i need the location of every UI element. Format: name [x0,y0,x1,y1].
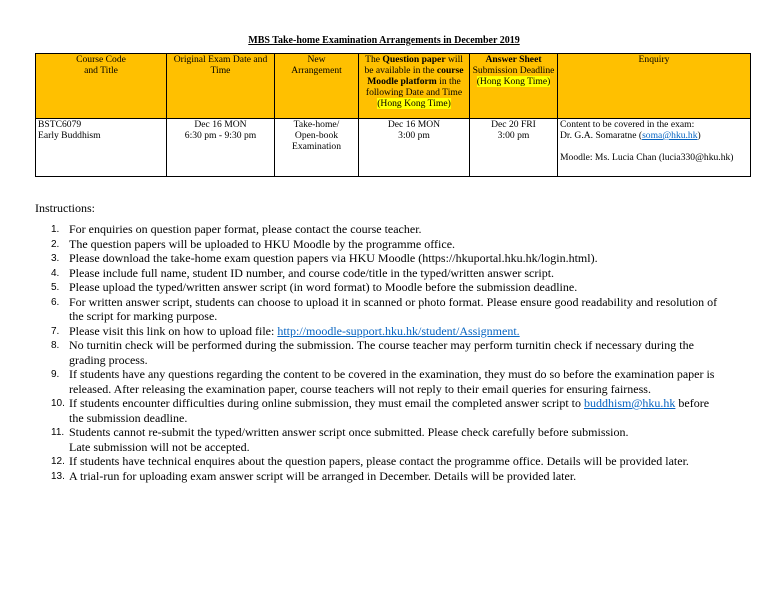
list-item: 7. Please visit this link on how to upload file: http://moodle-support.hku.hk/student/Assignment. [51,323,520,338]
list-item: 5. Please upload the typed/written answer script (in word format) to Moodle before the submission deadline. [51,280,578,294]
cell-deadline: Dec 20 FRI 3:00 pm [470,119,558,177]
list-item: 13. A trial-run for uploading exam answer script will be arranged in December. Details will be provided later. [51,468,577,483]
list-item: 10. If students encounter difficulties during online submission, they must email the completed answer script to buddhism@hku.hk before the submission deadline. [51,396,710,425]
instructions-list [35,222,725,483]
header-question-paper: The Question paper will be available in the course Moodle platform in the following Date and Time (Hong Kong Time) [359,54,470,119]
document-title: MBS Take-home Examination Arrangements in December 2019 [248,35,520,46]
list-item: 4. Please include full name, student ID number, and course code/title in the typed/written answer script. [51,265,555,280]
header-enquiry: Enquiry [558,54,751,119]
header-exam-date: Original Exam Date and Time [167,54,275,119]
cell-arrangement: Take-home/ Open-book Examination [275,119,359,177]
table-row [36,119,751,177]
list-item: 2. The question papers will be uploaded to HKU Moodle by the programme office. [51,236,456,251]
table-header-row [36,54,751,119]
buddhism-email-link[interactable]: buddhism@hku.hk [584,396,676,410]
header-arrangement: New Arrangement [275,54,359,119]
list-item: 9. If students have any questions regarding the content to be covered in the examination, they must do so before the examination paper is released. After releasing the examination paper, course teachers will not reply to their email queries for ensuring fairness. [51,367,715,396]
list-item: 12. If students have technical enquires about the question papers, please contact the programme office. Details will be provided later. [51,454,689,468]
list-item: 8. No turnitin check will be performed during the submission. The course teacher may perform turnitin check if necessary during the grading process. [51,338,694,367]
instructions-heading: Instructions: [35,201,95,215]
cell-exam-date: Dec 16 MON 6:30 pm - 9:30 pm [167,119,275,177]
header-course: Course Code and Title [36,54,167,119]
list-item: 11. Students cannot re-submit the typed/written answer script once submitted. Please check carefully before submission. Late submission will not be accepted. [51,425,629,454]
arrangements-table [35,53,751,177]
header-deadline: Answer Sheet Submission Deadline (Hong Kong Time) [470,54,558,119]
cell-question-paper: Dec 16 MON 3:00 pm [359,119,470,177]
list-item: 3. Please download the take-home exam question papers via HKU Moodle (https://hkuportal.hku.hk/login.html). [51,251,598,265]
cell-enquiry: Content to be covered in the exam: Dr. G.A. Somaratne (soma@hku.hk) Moodle: Ms. Lucia Chan (lucia330@hku.hk) [558,119,751,177]
list-item: 1. For enquiries on question paper format, please contact the course teacher. [51,222,422,236]
cell-course: BSTC6079 Early Buddhism [36,119,167,177]
list-item: 6. For written answer script, students can choose to upload it in scanned or photo format. Please ensure good readability and resolution of the script for marking purpose. [51,294,718,323]
moodle-assignment-link[interactable]: http://moodle-support.hku.hk/student/Assignment. [277,323,520,338]
teacher-email-link[interactable]: soma@hku.hk [642,130,698,141]
